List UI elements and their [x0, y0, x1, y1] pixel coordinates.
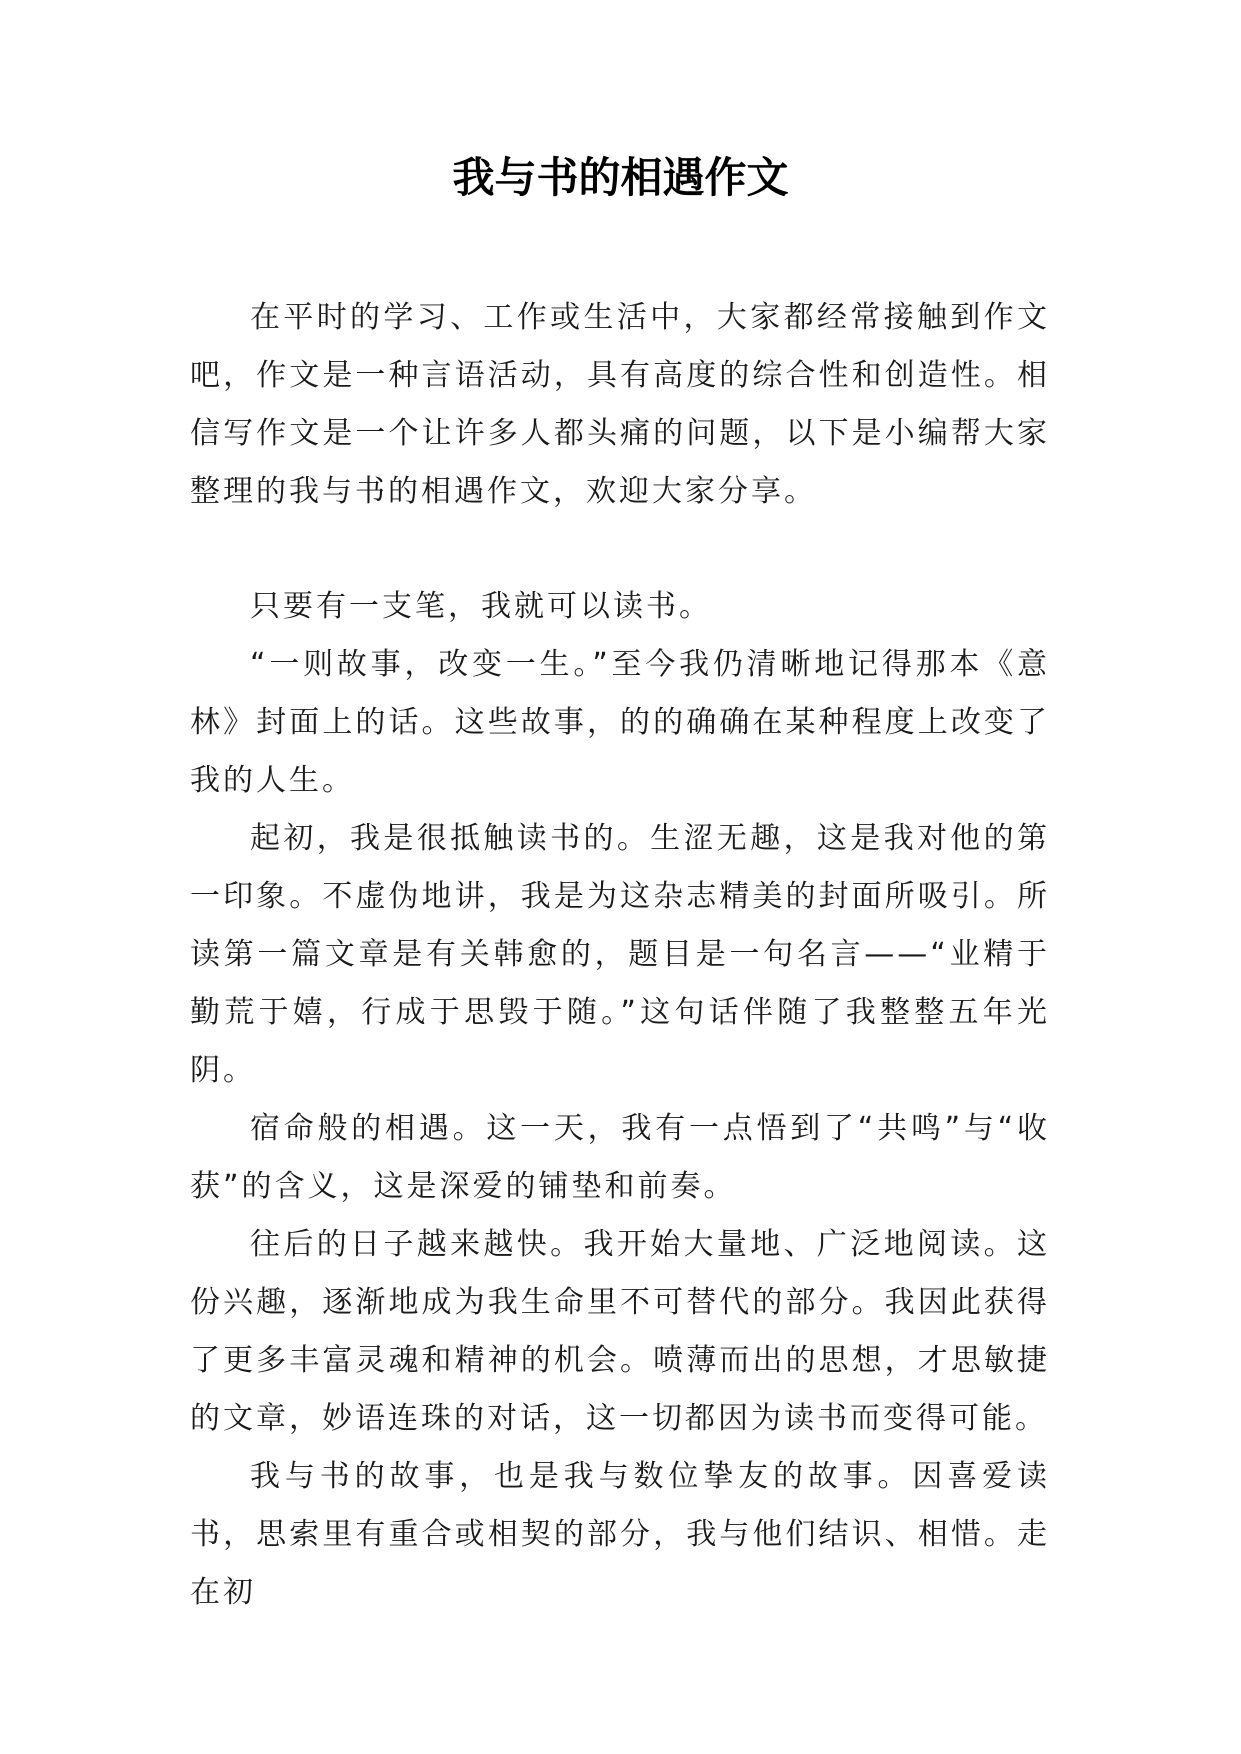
body-paragraph: “一则故事，改变一生。”至今我仍清晰地记得那本《意林》封面上的话。这些故事，的的确确在某种程度上改变了我的人生。: [190, 647, 1050, 798]
body-paragraph: 我与书的故事，也是我与数位挚友的故事。因喜爱读书，思索里有重合或相契的部分，我与他们结识、相惜。走在初: [190, 1459, 1050, 1610]
document-title: 我与书的相遇作文: [452, 153, 789, 202]
body-paragraph: 起初，我是很抵触读书的。生涩无趣，这是我对他的第一印象。不虚伪地讲，我是为这杂志精美的封面所吸引。所读第一篇文章是有关韩愈的，题目是一句名言——“业精于勤荒于嬉，行成于思毁于随。”这句话伴随了我整整五年光阴。: [190, 821, 1050, 1088]
body-paragraph: 往后的日子越来越快。我开始大量地、广泛地阅读。这份兴趣，逐渐地成为我生命里不可替代的部分。我因此获得了更多丰富灵魂和精神的机会。喷薄而出的思想，才思敏捷的文章，妙语连珠的对话，这一切都因为读书而变得可能。: [190, 1227, 1050, 1436]
intro-paragraph: 在平时的学习、工作或生活中，大家都经常接触到作文吧，作文是一种言语活动，具有高度的综合性和创造性。相信写作文是一个让许多人都头痛的问题，以下是小编帮大家整理的我与书的相遇作文，欢迎大家分享。: [190, 300, 1050, 509]
document-body: [190, 289, 1050, 1622]
body-paragraph: 宿命般的相遇。这一天，我有一点悟到了“共鸣”与“收获”的含义，这是深爱的铺垫和前奏。: [190, 1111, 1050, 1204]
body-paragraph: 只要有一支笔，我就可以读书。: [250, 589, 712, 624]
